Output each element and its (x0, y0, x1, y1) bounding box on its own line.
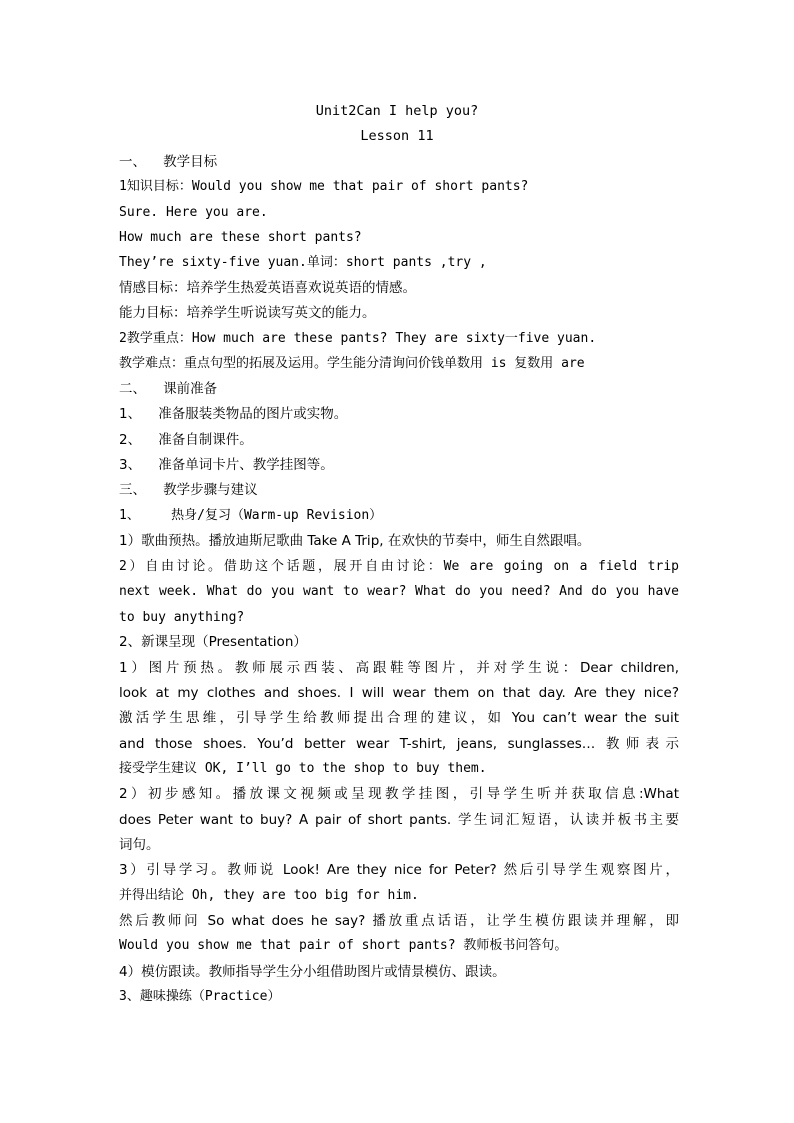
step-paragraph-line: look at my clothes and shoes. I will wear them on that day. Are they nice? (119, 685, 679, 701)
step-paragraph-line: does Peter want to buy? A pair of short pants. 学生词汇短语，认读并板书主要 (119, 812, 679, 828)
step-paragraph-line: 2）自由讨论。借助这个话题，展开自由讨论：We are going on a field trip (119, 559, 679, 574)
step-heading-practice: 3、趣味操练（Practice） (119, 989, 281, 1004)
step-paragraph-line: 4）模仿跟读。教师指导学生分小组借助图片或情景模仿、跟读。 (119, 964, 506, 980)
preparation-item: 3、 准备单词卡片、教学挂图等。 (119, 457, 334, 473)
dialogue-line: Sure. Here you are. (119, 205, 268, 220)
step-paragraph-line: 1）图片预热。教师展示西装、高跟鞋等图片，并对学生说：Dear children, (119, 660, 679, 676)
step-heading-presentation: 2、新课呈现（Presentation） (119, 634, 307, 650)
step-paragraph-line: 1）歌曲预热。播放迪斯尼歌曲 Take A Trip, 在欢快的节奏中，师生自然跟唱。 (119, 533, 591, 549)
step-paragraph-line: 并得出结论 Oh, they are too big for him. (119, 888, 419, 903)
step-paragraph-line: 词句。 (119, 837, 160, 853)
step-paragraph-line: 3）引导学习。教师说 Look! Are they nice for Peter? 然后引导学生观察图片， (119, 862, 679, 878)
knowledge-objective-line: 1知识目标：Would you show me that pair of short pants? (119, 179, 529, 194)
step-paragraph-line: 接受学生建议 OK, I’ll go to the shop to buy them. (119, 761, 487, 776)
difficult-point-line: 教学难点：重点句型的拓展及运用。学生能分清询问价钱单数用 is 复数用 are (119, 356, 585, 371)
preparation-item: 2、 准备自制课件。 (119, 432, 253, 448)
step-paragraph-line: Would you show me that pair of short pants? 教师板书问答句。 (119, 938, 568, 953)
vocabulary-line: They’re sixty-five yuan.单词：short pants ,try , (119, 255, 487, 270)
step-paragraph-line: next week. What do you want to wear? What do you need? And do you have (119, 584, 679, 599)
ability-objective-line: 能力目标：培养学生听说读写英文的能力。 (119, 305, 376, 321)
step-paragraph-line: 然后教师问 So what does he say? 播放重点话语，让学生模仿跟读并理解，即 (119, 913, 679, 929)
document-subtitle: Lesson 11 (360, 128, 434, 144)
step-heading-warmup: 1、 热身/复习（Warm-up Revision） (119, 508, 383, 523)
section-heading-preparation: 二、 课前准备 (119, 381, 218, 397)
key-point-line: 2教学重点：How much are these pants? They are sixty一five yuan. (119, 331, 597, 346)
dialogue-line: How much are these short pants? (119, 230, 362, 245)
step-paragraph-line: to buy anything? (119, 610, 245, 625)
document-title: Unit2Can I help you? (315, 103, 479, 119)
section-heading-steps: 三、 教学步骤与建议 (119, 482, 258, 498)
emotional-objective-line: 情感目标：培养学生热爱英语喜欢说英语的情感。 (119, 280, 416, 296)
step-paragraph-line: 激活学生思维，引导学生给教师提出合理的建议，如 You can’t wear the suit (119, 710, 679, 726)
preparation-item: 1、 准备服装类物品的图片或实物。 (119, 406, 348, 422)
step-paragraph-line: and those shoes. You’d better wear T-shirt, jeans, sunglasses… 教师表示 (119, 736, 679, 752)
step-paragraph-line: 2）初步感知。播放课文视频或呈现教学挂图，引导学生听并获取信息:What (119, 786, 679, 802)
section-heading-objectives: 一、 教学目标 (119, 154, 218, 170)
